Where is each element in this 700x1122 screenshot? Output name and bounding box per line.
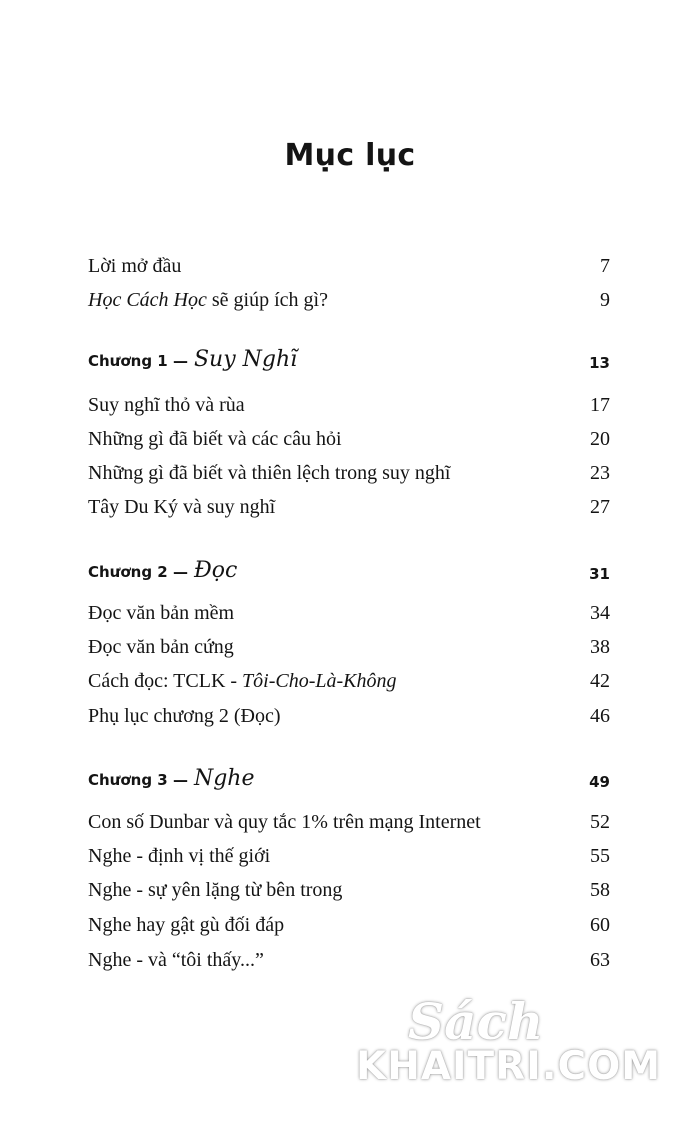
toc-row-page: 38 [590, 636, 610, 658]
watermark-script: Sách [408, 992, 544, 1051]
toc-row-text: Con số Dunbar và quy tắc 1% trên mạng Internet [88, 811, 481, 833]
toc-row-text: Những gì đã biết và thiên lệch trong suy nghĩ [88, 462, 451, 484]
toc-row-page: 52 [590, 811, 610, 833]
toc-row-page: 63 [590, 949, 610, 971]
toc-row [88, 457, 610, 489]
toc-row-text: Tây Du Ký và suy nghĩ [88, 496, 276, 518]
chapter-heading [88, 558, 237, 583]
toc-row-learn-how [88, 284, 610, 316]
toc-row [88, 806, 610, 838]
toc-row-text [88, 289, 328, 312]
toc-row [88, 389, 610, 421]
toc-row [88, 665, 610, 697]
toc-row-text: Nghe - và “tôi thấy...” [88, 949, 264, 971]
toc-row-page: 42 [590, 670, 610, 692]
chapter-label: Chương 1 — [88, 352, 188, 370]
toc-row [88, 944, 610, 976]
toc-row [88, 700, 610, 732]
toc-row-text [88, 670, 397, 693]
toc-chapter-3 [88, 763, 610, 795]
toc-row-page: 9 [600, 289, 610, 311]
toc-chapter-1 [88, 344, 610, 376]
toc-row-page: 17 [590, 394, 610, 416]
toc-row-page: 31 [589, 565, 610, 583]
toc-row-page: 34 [590, 602, 610, 624]
toc-row-text: Nghe - định vị thế giới [88, 845, 271, 867]
toc-row-page: 7 [600, 255, 610, 277]
toc-row [88, 631, 610, 663]
chapter-heading [88, 766, 255, 791]
toc-row-page: 60 [590, 914, 610, 936]
toc-row [88, 874, 610, 906]
page-title: Mục lục [284, 138, 416, 173]
chapter-heading [88, 347, 297, 372]
toc-row-text-lead: Cách đọc: TCLK - [88, 670, 243, 692]
toc-chapter-2 [88, 555, 610, 587]
toc-row-intro [88, 250, 610, 282]
watermark-brand: KHAITRI.COM [356, 1044, 662, 1089]
toc-row-text: Nghe hay gật gù đối đáp [88, 914, 285, 936]
toc-row-italic: Tôi-Cho-Là-Không [242, 670, 397, 692]
toc-row-text: Đọc văn bản mềm [88, 602, 235, 624]
toc-row-text-rest: sẽ giúp ích gì? [206, 289, 328, 311]
toc-row-text: Đọc văn bản cứng [88, 636, 234, 658]
toc-row-text: Nghe - sự yên lặng từ bên trong [88, 879, 343, 901]
toc-row-page: 20 [590, 428, 610, 450]
toc-row-page: 49 [589, 773, 610, 791]
book-title-italic: Học Cách Học [88, 289, 207, 311]
toc-row [88, 491, 610, 523]
chapter-name: Đọc [193, 558, 238, 583]
toc-row-text: Suy nghĩ thỏ và rùa [88, 394, 245, 416]
toc-row-page: 58 [590, 879, 610, 901]
toc-row-page: 55 [590, 845, 610, 867]
toc-row-page: 46 [590, 705, 610, 727]
toc-row [88, 597, 610, 629]
chapter-name: Suy Nghĩ [193, 347, 298, 372]
chapter-label: Chương 2 — [88, 563, 188, 581]
toc-row-page: 13 [589, 354, 610, 372]
toc-row-text: Những gì đã biết và các câu hỏi [88, 428, 342, 450]
watermark [356, 992, 686, 1102]
toc-row [88, 840, 610, 872]
toc-row-text: Phụ lục chương 2 (Đọc) [88, 705, 281, 727]
toc-row [88, 423, 610, 455]
toc-row [88, 909, 610, 941]
toc-row-text: Lời mở đầu [88, 255, 182, 277]
chapter-label: Chương 3 — [88, 771, 188, 789]
toc-row-page: 27 [590, 496, 610, 518]
toc-row-page: 23 [590, 462, 610, 484]
chapter-name: Nghe [193, 766, 255, 791]
